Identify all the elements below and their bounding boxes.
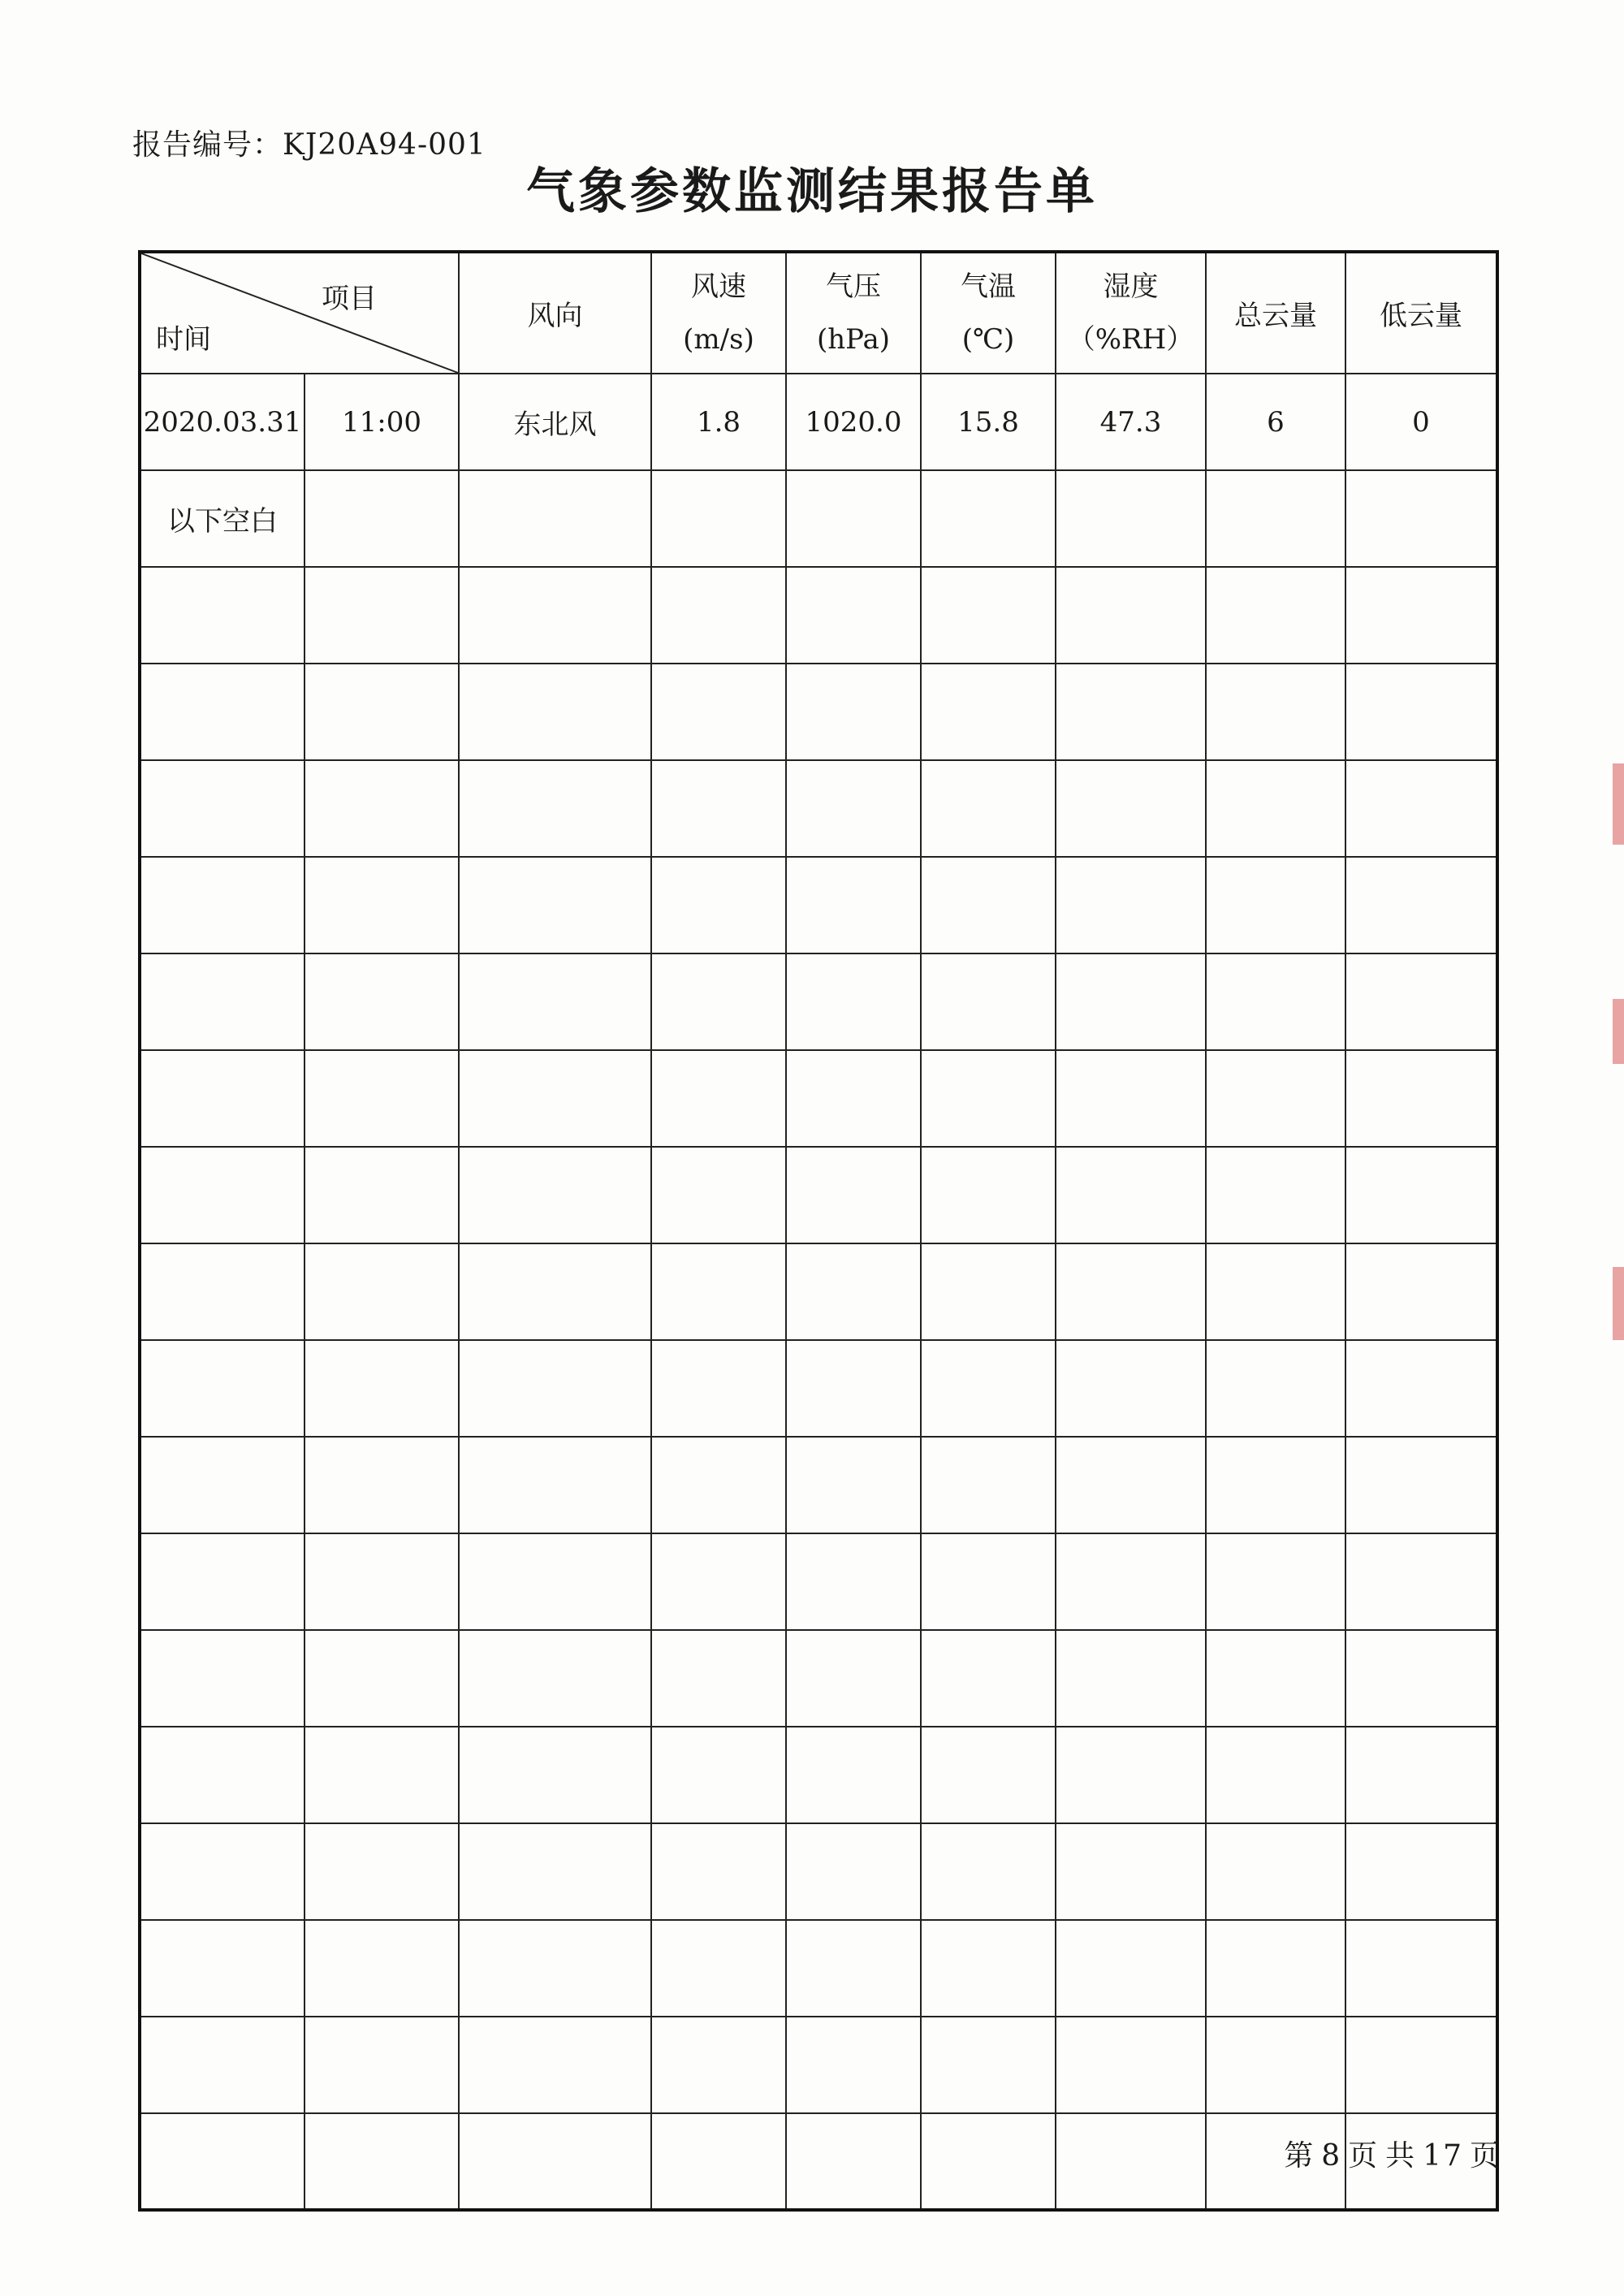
empty-cell: [1345, 1823, 1497, 1920]
empty-cell: [304, 2017, 459, 2113]
empty-cell: [304, 760, 459, 857]
empty-row: [140, 1243, 1497, 1340]
empty-cell: [651, 1727, 786, 1823]
empty-cell: [651, 1823, 786, 1920]
empty-cell: [786, 567, 921, 664]
header-humidity: [1056, 252, 1206, 374]
empty-cell: [459, 470, 651, 567]
empty-cell: [304, 1727, 459, 1823]
empty-cell: [921, 567, 1056, 664]
empty-cell: [459, 664, 651, 760]
empty-row: [140, 1920, 1497, 2017]
empty-cell: [1345, 760, 1497, 857]
empty-cell: [304, 664, 459, 760]
empty-cell: [651, 2017, 786, 2113]
empty-cell: [459, 1340, 651, 1437]
empty-cell: [651, 1340, 786, 1437]
empty-cell: [140, 1147, 304, 1243]
empty-cell: [921, 857, 1056, 953]
empty-cell: [304, 1533, 459, 1630]
monitoring-results-table-wrap: [138, 250, 1496, 2112]
empty-cell: [459, 953, 651, 1050]
empty-cell: [651, 2113, 786, 2210]
empty-cell: [459, 857, 651, 953]
header-diagonal-cell: [140, 252, 459, 374]
empty-cell: [921, 470, 1056, 567]
footer-page-prefix: 第: [1284, 2139, 1315, 2173]
empty-cell: [304, 857, 459, 953]
empty-cell: [459, 1147, 651, 1243]
empty-cell: [786, 760, 921, 857]
empty-cell: [786, 470, 921, 567]
empty-cell: [1345, 470, 1497, 567]
empty-cell: [140, 1727, 304, 1823]
cell-humidity: 47.3: [1056, 374, 1206, 470]
empty-row: [140, 953, 1497, 1050]
header-wind-speed: [651, 252, 786, 374]
empty-cell: [304, 1437, 459, 1533]
empty-cell: [651, 1920, 786, 2017]
seal-edge-mark: [1613, 1267, 1624, 1340]
cell-time: 11:00: [304, 374, 459, 470]
empty-cell: [140, 2113, 304, 2210]
empty-cell: [304, 1340, 459, 1437]
empty-cell: [1206, 664, 1345, 760]
empty-cell: [1345, 1050, 1497, 1147]
empty-row: [140, 1147, 1497, 1243]
empty-cell: [786, 1533, 921, 1630]
table-row: [140, 374, 1497, 470]
empty-cell: [921, 1243, 1056, 1340]
empty-row: [140, 567, 1497, 664]
header-total-cloud: 总云量: [1206, 252, 1345, 374]
empty-cell: [304, 1920, 459, 2017]
empty-cell: [459, 1727, 651, 1823]
empty-cell: [1206, 1050, 1345, 1147]
empty-cell: [459, 1630, 651, 1727]
empty-cell: [304, 1147, 459, 1243]
empty-cell: [651, 1437, 786, 1533]
empty-cell: [786, 1050, 921, 1147]
empty-cell: [304, 567, 459, 664]
empty-cell: [140, 1533, 304, 1630]
empty-cell: [304, 2113, 459, 2210]
header-pressure: [786, 252, 921, 374]
empty-cell: [459, 1437, 651, 1533]
empty-cell: [1056, 2017, 1206, 2113]
empty-cell: [1056, 664, 1206, 760]
empty-cell: [651, 1630, 786, 1727]
empty-cell: [1056, 953, 1206, 1050]
empty-cell: [786, 2017, 921, 2113]
empty-cell: [921, 1050, 1056, 1147]
footer-total-word: 页: [1469, 2139, 1501, 2173]
empty-cell: [140, 1630, 304, 1727]
empty-cell: [786, 664, 921, 760]
report-number-value: KJ20A94-001: [283, 128, 486, 162]
seal-edge-mark: [1613, 763, 1624, 845]
empty-cell: [459, 1823, 651, 1920]
empty-cell: [786, 1243, 921, 1340]
empty-cell: [651, 470, 786, 567]
empty-cell: [1056, 1437, 1206, 1533]
document-title: 气象参数监测结果报告单: [526, 163, 1098, 220]
empty-cell: [140, 664, 304, 760]
empty-cell: [459, 1920, 651, 2017]
header-pressure-name: 气压: [826, 270, 881, 303]
header-row: [140, 252, 1497, 374]
empty-cell: [786, 953, 921, 1050]
cell-total-cloud: 6: [1206, 374, 1345, 470]
empty-cell: [651, 1243, 786, 1340]
empty-cell: [140, 857, 304, 953]
empty-cell: [304, 1243, 459, 1340]
empty-cell: [140, 1243, 304, 1340]
empty-cell: [1345, 1147, 1497, 1243]
empty-cell: [459, 2113, 651, 2210]
empty-cell: [1345, 1630, 1497, 1727]
empty-cell: [921, 760, 1056, 857]
empty-row: [140, 2017, 1497, 2113]
empty-cell: [1056, 1920, 1206, 2017]
empty-cell: [651, 1050, 786, 1147]
cell-pressure: 1020.0: [786, 374, 921, 470]
empty-cell: [1206, 857, 1345, 953]
empty-cell: [1345, 1437, 1497, 1533]
empty-cell: [1206, 1437, 1345, 1533]
empty-cell: [140, 760, 304, 857]
empty-cell: [459, 567, 651, 664]
empty-cell: [1056, 1727, 1206, 1823]
empty-cell: [1345, 664, 1497, 760]
empty-cell: [304, 953, 459, 1050]
empty-cell: [921, 1823, 1056, 1920]
empty-cell: [1056, 470, 1206, 567]
header-temperature: [921, 252, 1056, 374]
empty-cell: [1206, 567, 1345, 664]
empty-cell: [1345, 2017, 1497, 2113]
empty-row: [140, 1340, 1497, 1437]
empty-cell: [1206, 953, 1345, 1050]
report-number-label: 报告编号：: [132, 128, 283, 162]
empty-cell: [140, 1823, 304, 1920]
empty-cell: [1345, 1727, 1497, 1823]
empty-row: [140, 857, 1497, 953]
empty-cell: [140, 953, 304, 1050]
header-wind-direction: 风向: [459, 252, 651, 374]
empty-cell: [1345, 1340, 1497, 1437]
empty-cell: [304, 1823, 459, 1920]
empty-cell: [651, 857, 786, 953]
empty-cell: [304, 470, 459, 567]
empty-cell: [921, 1147, 1056, 1243]
empty-cell: [459, 1050, 651, 1147]
empty-cell: [304, 1050, 459, 1147]
cell-blank-note: 以下空白: [140, 470, 304, 567]
empty-cell: [786, 1437, 921, 1533]
empty-row: [140, 1437, 1497, 1533]
empty-row: [140, 760, 1497, 857]
empty-cell: [140, 567, 304, 664]
header-item-label: 项目: [322, 283, 377, 315]
empty-cell: [921, 953, 1056, 1050]
empty-cell: [921, 1920, 1056, 2017]
empty-cell: [1056, 1630, 1206, 1727]
empty-cell: [1345, 857, 1497, 953]
empty-cell: [1056, 857, 1206, 953]
header-pressure-unit: (hPa): [816, 322, 891, 356]
empty-cell: [786, 1727, 921, 1823]
empty-cell: [140, 1050, 304, 1147]
header-temperature-name: 气温: [961, 270, 1016, 303]
footer-total-prefix: 共: [1385, 2139, 1417, 2173]
footer-total-pages: 17: [1423, 2139, 1463, 2173]
empty-cell: [786, 857, 921, 953]
empty-cell: [1345, 567, 1497, 664]
empty-cell: [1056, 1050, 1206, 1147]
empty-cell: [304, 1630, 459, 1727]
empty-cell: [459, 2017, 651, 2113]
empty-cell: [651, 664, 786, 760]
empty-cell: [459, 760, 651, 857]
empty-cell: [921, 1340, 1056, 1437]
empty-row: [140, 1727, 1497, 1823]
empty-cell: [786, 1147, 921, 1243]
empty-cell: [651, 760, 786, 857]
empty-cell: [140, 1920, 304, 2017]
empty-cell: [1056, 1147, 1206, 1243]
empty-cell: [1056, 1533, 1206, 1630]
cell-wind-direction: 东北风: [459, 374, 651, 470]
empty-cell: [1345, 953, 1497, 1050]
empty-cell: [786, 1630, 921, 1727]
empty-cell: [459, 1533, 651, 1630]
empty-row: [140, 664, 1497, 760]
header-wind-speed-unit: (m/s): [683, 322, 754, 356]
empty-row: [140, 1823, 1497, 1920]
empty-cell: [651, 953, 786, 1050]
empty-cell: [1345, 1533, 1497, 1630]
empty-row: [140, 1533, 1497, 1630]
cell-temperature: 15.8: [921, 374, 1056, 470]
empty-cell: [1206, 760, 1345, 857]
header-humidity-unit: （%RH）: [1067, 322, 1194, 356]
empty-cell: [921, 1533, 1056, 1630]
empty-cell: [786, 1340, 921, 1437]
empty-cell: [1206, 1630, 1345, 1727]
empty-cell: [140, 1340, 304, 1437]
empty-cell: [1345, 1920, 1497, 2017]
empty-cell: [651, 1147, 786, 1243]
empty-cell: [1056, 1243, 1206, 1340]
cell-date: 2020.03.31: [140, 374, 304, 470]
empty-cell: [1206, 1727, 1345, 1823]
empty-cell: [1206, 470, 1345, 567]
empty-cell: [921, 1437, 1056, 1533]
empty-cell: [1206, 1920, 1345, 2017]
header-temperature-unit: (℃): [961, 322, 1015, 356]
empty-cell: [1056, 1340, 1206, 1437]
empty-cell: [1206, 1243, 1345, 1340]
empty-cell: [651, 567, 786, 664]
footer-page-word: 页: [1348, 2139, 1380, 2173]
empty-row: [140, 1630, 1497, 1727]
empty-cell: [921, 664, 1056, 760]
empty-cell: [1206, 1533, 1345, 1630]
empty-row: [140, 1050, 1497, 1147]
header-humidity-name: 湿度: [1103, 270, 1159, 303]
empty-cell: [1056, 1823, 1206, 1920]
empty-cell: [459, 1243, 651, 1340]
empty-cell: [786, 1823, 921, 1920]
empty-cell: [1206, 2017, 1345, 2113]
monitoring-results-table: [138, 250, 1499, 2212]
footer-page-number: 8: [1321, 2139, 1342, 2173]
empty-cell: [921, 1630, 1056, 1727]
empty-cell: [1206, 1340, 1345, 1437]
empty-cell: [921, 2113, 1056, 2210]
blank-note-row: [140, 470, 1497, 567]
empty-cell: [1345, 1243, 1497, 1340]
page-footer: [1281, 2133, 1504, 2174]
empty-cell: [651, 1533, 786, 1630]
empty-cell: [1206, 1823, 1345, 1920]
empty-cell: [1056, 567, 1206, 664]
header-wind-speed-name: 风速: [691, 270, 746, 303]
cell-low-cloud: 0: [1345, 374, 1497, 470]
empty-cell: [1056, 760, 1206, 857]
header-time-label: 时间: [156, 323, 211, 356]
empty-cell: [140, 1437, 304, 1533]
empty-cell: [140, 2017, 304, 2113]
seal-edge-mark: [1613, 999, 1624, 1064]
empty-cell: [921, 2017, 1056, 2113]
cell-wind-speed: 1.8: [651, 374, 786, 470]
empty-cell: [1056, 2113, 1206, 2210]
empty-cell: [1206, 1147, 1345, 1243]
header-low-cloud: 低云量: [1345, 252, 1497, 374]
empty-cell: [786, 2113, 921, 2210]
empty-cell: [921, 1727, 1056, 1823]
empty-cell: [786, 1920, 921, 2017]
